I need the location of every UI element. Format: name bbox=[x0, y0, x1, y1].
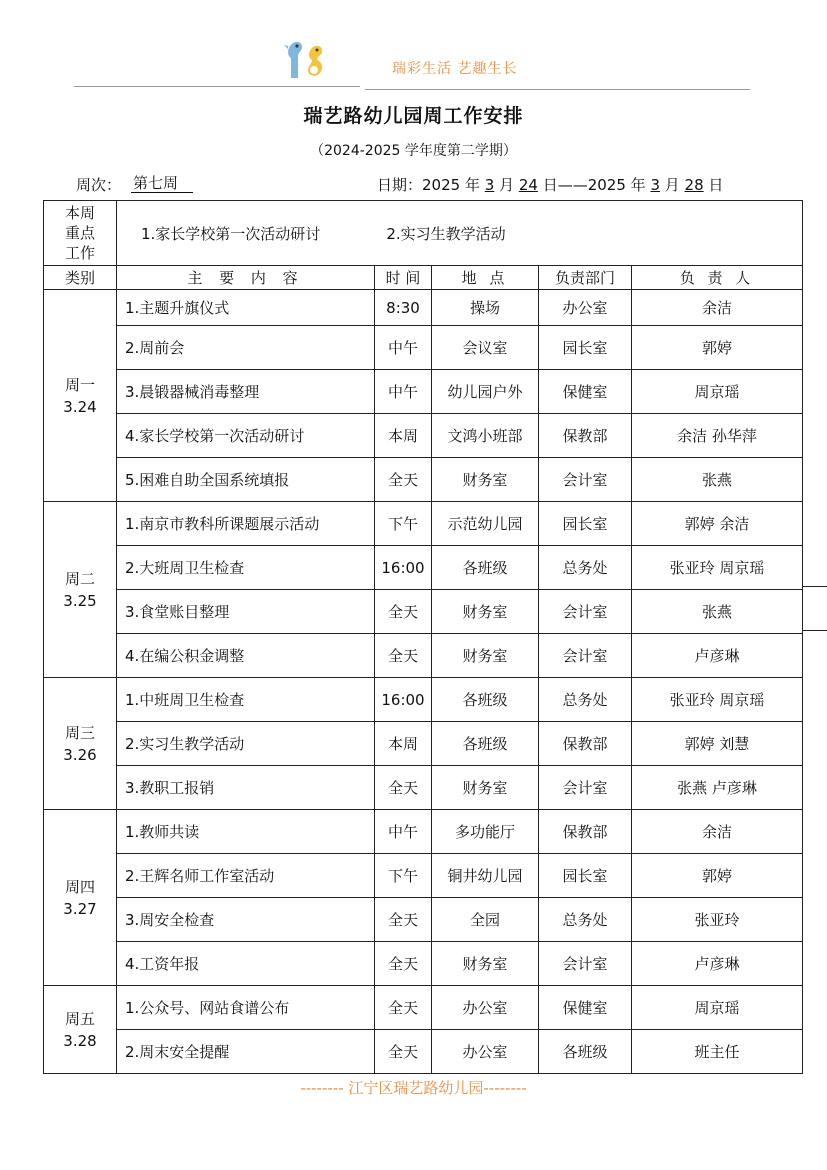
header-divider bbox=[74, 86, 360, 87]
owner-cell: 余洁 孙华萍 bbox=[632, 414, 803, 458]
slogan: 瑞彩生活 艺趣生长 bbox=[392, 61, 518, 77]
task-cell: 2.实习生教学活动 bbox=[117, 722, 375, 766]
seahorse-logo-icon bbox=[282, 38, 328, 80]
time-cell: 16:00 bbox=[375, 546, 432, 590]
task-cell: 1.主题升旗仪式 bbox=[117, 290, 375, 326]
schedule-table bbox=[43, 200, 803, 1074]
task-cell: 4.工资年报 bbox=[117, 942, 375, 986]
task-cell: 1.公众号、网站食谱公布 bbox=[117, 986, 375, 1030]
day-date: 3.26 bbox=[63, 745, 97, 764]
location-cell: 各班级 bbox=[432, 546, 539, 590]
department-cell: 园长室 bbox=[539, 326, 632, 370]
task-cell: 2.大班周卫生检查 bbox=[117, 546, 375, 590]
day-date: 3.27 bbox=[63, 899, 97, 918]
owner-cell: 张燕 卢彦琳 bbox=[632, 766, 803, 810]
owner-cell: 卢彦琳 bbox=[632, 634, 803, 678]
owner-cell: 郭婷 刘慧 bbox=[632, 722, 803, 766]
department-cell: 保健室 bbox=[539, 370, 632, 414]
table-row bbox=[44, 766, 803, 810]
department-cell: 办公室 bbox=[539, 290, 632, 326]
owner-cell: 张亚玲 周京瑶 bbox=[632, 546, 803, 590]
table-row bbox=[44, 458, 803, 502]
department-cell: 会计室 bbox=[539, 590, 632, 634]
location-cell: 多功能厅 bbox=[432, 810, 539, 854]
location-cell: 办公室 bbox=[432, 1030, 539, 1074]
day-cell bbox=[44, 986, 117, 1074]
time-cell: 全天 bbox=[375, 898, 432, 942]
page-subtitle: （2024-2025 学年度第二学期） bbox=[310, 143, 517, 159]
table-row bbox=[44, 414, 803, 458]
task-cell: 1.教师共读 bbox=[117, 810, 375, 854]
time-cell: 本周 bbox=[375, 722, 432, 766]
focus-item: 2.实习生教学活动 bbox=[386, 224, 506, 243]
task-cell: 1.南京市教科所课题展示活动 bbox=[117, 502, 375, 546]
task-cell: 3.教职工报销 bbox=[117, 766, 375, 810]
location-cell: 办公室 bbox=[432, 986, 539, 1030]
date-end-month: 3 bbox=[650, 176, 660, 194]
table-row bbox=[44, 722, 803, 766]
table-row bbox=[44, 854, 803, 898]
task-cell: 4.家长学校第一次活动研讨 bbox=[117, 414, 375, 458]
day-name: 周三 bbox=[64, 723, 95, 742]
table-row bbox=[44, 678, 803, 722]
stray-rule bbox=[802, 630, 827, 631]
date-start-day: 24 bbox=[518, 176, 538, 194]
department-cell: 会计室 bbox=[539, 766, 632, 810]
owner-cell: 余洁 bbox=[632, 810, 803, 854]
owner-cell: 张燕 bbox=[632, 458, 803, 502]
department-cell: 会计室 bbox=[539, 458, 632, 502]
time-cell: 全天 bbox=[375, 590, 432, 634]
owner-cell: 张亚玲 bbox=[632, 898, 803, 942]
day-name: 周二 bbox=[64, 569, 95, 588]
department-cell: 保教部 bbox=[539, 414, 632, 458]
time-cell: 全天 bbox=[375, 458, 432, 502]
week-label: 周次： bbox=[76, 176, 122, 194]
day-date: 3.25 bbox=[63, 591, 97, 610]
table-row bbox=[44, 370, 803, 414]
owner-cell: 郭婷 bbox=[632, 326, 803, 370]
task-cell: 3.周安全检查 bbox=[117, 898, 375, 942]
time-cell: 8:30 bbox=[375, 290, 432, 326]
table-row bbox=[44, 810, 803, 854]
time-cell: 全天 bbox=[375, 942, 432, 986]
owner-cell: 周京瑶 bbox=[632, 986, 803, 1030]
department-cell: 总务处 bbox=[539, 678, 632, 722]
date-label: 日期： bbox=[377, 176, 423, 194]
table-row bbox=[44, 898, 803, 942]
table-row bbox=[44, 986, 803, 1030]
time-cell: 中午 bbox=[375, 370, 432, 414]
time-cell: 全天 bbox=[375, 1030, 432, 1074]
table-row bbox=[44, 1030, 803, 1074]
task-cell: 5.困难自助全国系统填报 bbox=[117, 458, 375, 502]
time-cell: 中午 bbox=[375, 326, 432, 370]
column-header: 类别 bbox=[44, 266, 117, 290]
date-end-year: 2025 bbox=[587, 176, 626, 194]
location-cell: 文鸿小班部 bbox=[432, 414, 539, 458]
location-cell: 财务室 bbox=[432, 590, 539, 634]
date-end-day: 28 bbox=[684, 176, 704, 194]
focus-content bbox=[117, 201, 803, 266]
focus-label bbox=[44, 201, 117, 266]
location-cell: 会议室 bbox=[432, 326, 539, 370]
owner-cell: 郭婷 余洁 bbox=[632, 502, 803, 546]
column-header: 负责部门 bbox=[539, 266, 632, 290]
department-cell: 保健室 bbox=[539, 986, 632, 1030]
department-cell: 各班级 bbox=[539, 1030, 632, 1074]
table-row bbox=[44, 634, 803, 678]
day-cell bbox=[44, 678, 117, 810]
time-cell: 下午 bbox=[375, 854, 432, 898]
day-date: 3.24 bbox=[63, 397, 97, 416]
column-header: 负 责 人 bbox=[632, 266, 803, 290]
table-row bbox=[44, 326, 803, 370]
owner-cell: 周京瑶 bbox=[632, 370, 803, 414]
location-cell: 示范幼儿园 bbox=[432, 502, 539, 546]
owner-cell: 郭婷 bbox=[632, 854, 803, 898]
column-header: 时 间 bbox=[375, 266, 432, 290]
department-cell: 园长室 bbox=[539, 854, 632, 898]
table-header-row bbox=[44, 266, 803, 290]
department-cell: 保教部 bbox=[539, 810, 632, 854]
task-cell: 4.在编公积金调整 bbox=[117, 634, 375, 678]
location-cell: 各班级 bbox=[432, 722, 539, 766]
focus-label-line: 本周 bbox=[64, 204, 95, 222]
task-cell: 1.中班周卫生检查 bbox=[117, 678, 375, 722]
time-cell: 全天 bbox=[375, 766, 432, 810]
owner-cell: 余洁 bbox=[632, 290, 803, 326]
time-cell: 16:00 bbox=[375, 678, 432, 722]
column-header: 地 点 bbox=[432, 266, 539, 290]
task-cell: 2.王辉名师工作室活动 bbox=[117, 854, 375, 898]
stray-rule bbox=[802, 586, 827, 587]
focus-label-line: 重点 bbox=[64, 224, 95, 242]
focus-item: 1.家长学校第一次活动研讨 bbox=[141, 224, 321, 243]
day-name: 周一 bbox=[64, 375, 95, 394]
department-cell: 总务处 bbox=[539, 546, 632, 590]
location-cell: 财务室 bbox=[432, 634, 539, 678]
day-name: 周五 bbox=[64, 1009, 95, 1028]
table-row bbox=[44, 942, 803, 986]
owner-cell: 张燕 bbox=[632, 590, 803, 634]
location-cell: 财务室 bbox=[432, 458, 539, 502]
owner-cell: 卢彦琳 bbox=[632, 942, 803, 986]
task-cell: 3.食堂账目整理 bbox=[117, 590, 375, 634]
department-cell: 总务处 bbox=[539, 898, 632, 942]
time-cell: 中午 bbox=[375, 810, 432, 854]
table-row bbox=[44, 290, 803, 326]
date-start-month: 3 bbox=[484, 176, 495, 194]
time-cell: 本周 bbox=[375, 414, 432, 458]
department-cell: 会计室 bbox=[539, 942, 632, 986]
header-divider bbox=[365, 89, 750, 90]
column-header: 主 要 内 容 bbox=[117, 266, 375, 290]
location-cell: 幼儿园户外 bbox=[432, 370, 539, 414]
location-cell: 操场 bbox=[432, 290, 539, 326]
table-row bbox=[44, 546, 803, 590]
week-value: 第七周 bbox=[131, 174, 193, 193]
table-row bbox=[44, 502, 803, 546]
table-row bbox=[44, 590, 803, 634]
focus-label-line: 工作 bbox=[64, 244, 95, 262]
day-cell bbox=[44, 290, 117, 502]
location-cell: 财务室 bbox=[432, 766, 539, 810]
date-range: 日期：2025 年 3 月 24 日——2025 年 3 月 28 日 bbox=[377, 176, 724, 194]
location-cell: 财务室 bbox=[432, 942, 539, 986]
day-name: 周四 bbox=[64, 877, 95, 896]
task-cell: 3.晨锻器械消毒整理 bbox=[117, 370, 375, 414]
time-cell: 下午 bbox=[375, 502, 432, 546]
owner-cell: 班主任 bbox=[632, 1030, 803, 1074]
day-cell bbox=[44, 810, 117, 986]
time-cell: 全天 bbox=[375, 986, 432, 1030]
time-cell: 全天 bbox=[375, 634, 432, 678]
footer-text: -------- 江宁区瑞艺路幼儿园-------- bbox=[300, 1079, 527, 1097]
location-cell: 全园 bbox=[432, 898, 539, 942]
department-cell: 保教部 bbox=[539, 722, 632, 766]
day-date: 3.28 bbox=[63, 1031, 97, 1050]
department-cell: 园长室 bbox=[539, 502, 632, 546]
owner-cell: 张亚玲 周京瑶 bbox=[632, 678, 803, 722]
date-start-year: 2025 bbox=[422, 176, 461, 194]
day-cell bbox=[44, 502, 117, 678]
task-cell: 2.周前会 bbox=[117, 326, 375, 370]
task-cell: 2.周末安全提醒 bbox=[117, 1030, 375, 1074]
page-title: 瑞艺路幼儿园周工作安排 bbox=[303, 105, 524, 127]
department-cell: 会计室 bbox=[539, 634, 632, 678]
location-cell: 各班级 bbox=[432, 678, 539, 722]
location-cell: 铜井幼儿园 bbox=[432, 854, 539, 898]
